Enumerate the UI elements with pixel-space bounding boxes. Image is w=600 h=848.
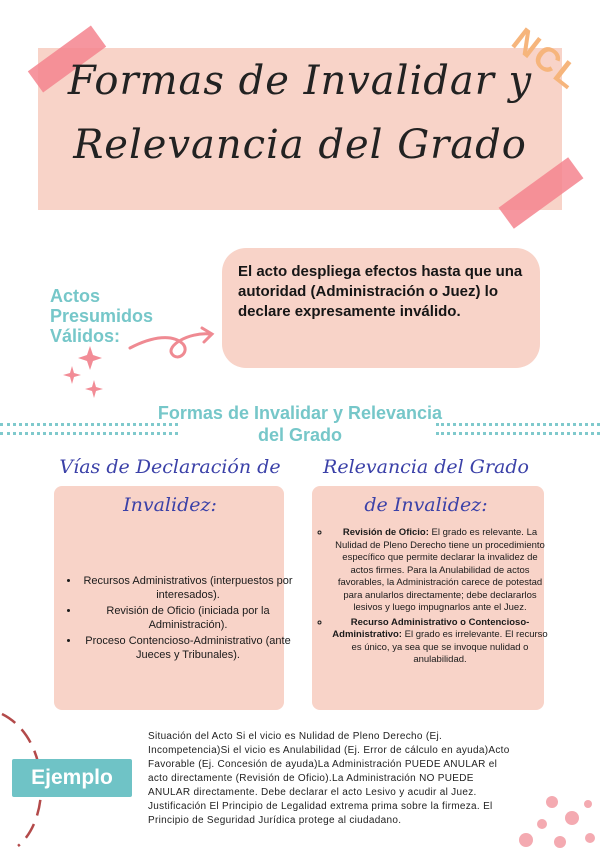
list-item: • Revisión de Oficio (iniciada por la Administración).	[80, 604, 296, 632]
example-label: Ejemplo	[12, 759, 132, 797]
relevance-list	[318, 527, 550, 669]
example-text: Situación del Acto Si el vicio es Nulidad de Pleno Derecho (Ej. Incompetencia)Si el vicio es Anulabilidad (Ej. Error de cálculo en ayuda)Acto Favorable (Ej. Concesión de ayuda)La Administración PUEDE ANULAR el acto directamente (Revisión de Oficio).La Administración NO PUEDE ANULAR directamente. Debe declarar el acto Lesivo y acudir al Juez. Justificación El Principio de Legalidad extrema prima sobre la firmeza. El Principio de Seguridad Jurídica protege al ciudadano.	[148, 731, 510, 826]
list-item	[330, 617, 550, 667]
right-heading-line1: Relevancia del Grado	[323, 456, 529, 478]
left-heading-line2: Invalidez:	[123, 494, 217, 516]
page-title-line1: Formas de Invalidar y	[67, 58, 533, 104]
dotted-divider-right	[436, 423, 600, 435]
actos-label: Actos Presumidos Válidos:	[50, 286, 154, 346]
item-text: El grado es irrelevante. El recurso es único, ya sea que se invoque nulidad o anulabilidad.	[351, 629, 548, 665]
list-item: • Recursos Administrativos (interpuestos por interesados).	[80, 574, 296, 602]
definition-text: El acto despliega efectos hasta que una autoridad (Administración o Juez) lo declare expresamente inválido.	[238, 263, 523, 320]
item-heading: Revisión de Oficio:	[342, 527, 429, 538]
list-item: • Proceso Contencioso-Administrativo (ante Jueces y Tribunales).	[80, 634, 296, 662]
item-heading: Recurso Administrativo o Contencioso-Administrativo:	[332, 616, 530, 640]
right-heading-line2: de Invalidez:	[364, 494, 488, 516]
item-text: El grado es relevante. La Nulidad de Pleno Derecho tiene un procedimiento específico que permite declarar la invalidez de actos firmes. Para la Anulabilidad de actos favorables, la Administración carece de potestad para anularlos directamente; debe declararlos lesivos y luego impugnarlos ante el Juez.	[335, 527, 545, 613]
sparkle-icon	[60, 346, 110, 404]
page-title-line2: Relevancia del Grado	[73, 122, 527, 168]
list-item	[330, 527, 550, 615]
left-heading-line1: Vías de Declaración de	[59, 456, 281, 478]
dots-decoration	[512, 790, 600, 848]
curly-arrow-icon	[128, 318, 220, 364]
section-title: Formas de Invalidar y Relevancia del Grado	[157, 403, 443, 445]
ncl-watermark: NCL	[504, 20, 588, 98]
invalidity-routes-list	[66, 574, 296, 664]
